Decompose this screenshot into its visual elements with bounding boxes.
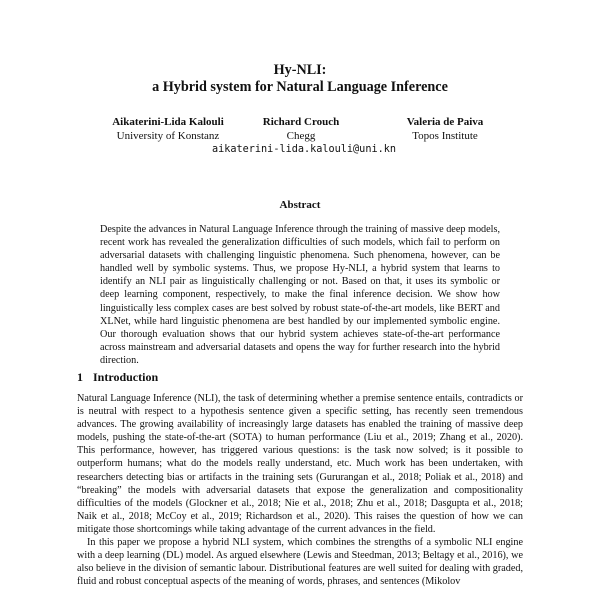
body-paragraph-1: Natural Language Inference (NLI), the task of determining whether a premise sentence entails, contradicts or is neutral with respect to a hypothesis sentence given a specific setting, has recently seen tremendous advances. The growing availability of increasingly large datasets has enabled the training of massive deep models, pushing the state-of-the-art (SOTA) to human performance (Liu et al., 2019; Zhang et al., 2020). This performance, however, has triggered various questions: is the task now solved; is it possible to outperform humans; what do the models really understand, etc. Much work has been undertaken, with researchers detecting bias or artifacts in the training sets (Gururangan et al., 2018; Poliak et al., 2018) and “breaking” the models with adversarial datasets that expose the generalization and compositionality difficulties of the models (Glockner et al., 2018; Nie et al., 2018; Zhu et al., 2018; Dasgupta et al., 2018; Naik et al., 2018; McCoy et al., 2019; Richardson et al., 2020). This raises the question of how we can mitigate those shortcomings while taking advantage of the current advances in the field. [77,393,523,535]
abstract-text: Despite the advances in Natural Language Inference through the training of massive deep models, recent work has revealed the generalization difficulties of such models, which fail to perform on adversarial datasets with challenging linguistic phenomena. Such phenomena, however, can be handled well by symbolic systems. Thus, we propose Hy-NLI, a hybrid system that learns to identify an NLI pair as linguistically challenging or not. Based on that, it uses its symbolic or deep learning component, respectively, to make the final inference decision. We show how linguistically less complex cases are best solved by robust state-of-the-art models, like BERT and XLNet, while hard linguistic phenomena are best handled by our implemented symbolic engine. Our thorough evaluation shows that our hybrid system achieves state-of-the-art performance across mainstream and adversarial datasets and opens the way for further research into the hybrid direction. [100,224,500,366]
author-name: Valeria de Paiva [406,116,484,128]
author-block-2 [243,115,359,143]
author-name: Aikaterini-Lida Kalouli [112,116,224,128]
section-number: 1 [77,370,83,384]
author-affiliation: University of Konstanz [116,130,220,142]
author-block-3 [385,115,505,143]
paper-title-line1: Hy-NLI: [273,62,327,78]
section-title: Introduction [93,370,159,384]
section-heading [77,370,158,384]
author-name: Richard Crouch [262,116,340,128]
paper-title-line2: a Hybrid system for Natural Language Inference [152,79,448,95]
section-body [77,392,523,588]
author-block-1 [88,115,248,143]
author-affiliation: Topos Institute [412,130,478,142]
abstract-heading: Abstract [279,199,321,211]
author-affiliation: Chegg [286,130,316,142]
body-paragraph-2: In this paper we propose a hybrid NLI system, which combines the strengths of a symbolic NLI engine with a deep learning (DL) model. As argued elsewhere (Lewis and Steedman, 2013; Beltagy et al., 2016), we also believe in the division of semantic labour. Distributional features are well suited for dealing with graded, fluid and robust conceptual aspects of the meaning of words, phrases, and sentences (Mikolov [77,537,523,588]
author-email: aikaterini-lida.kalouli@uni.kn [211,144,396,155]
